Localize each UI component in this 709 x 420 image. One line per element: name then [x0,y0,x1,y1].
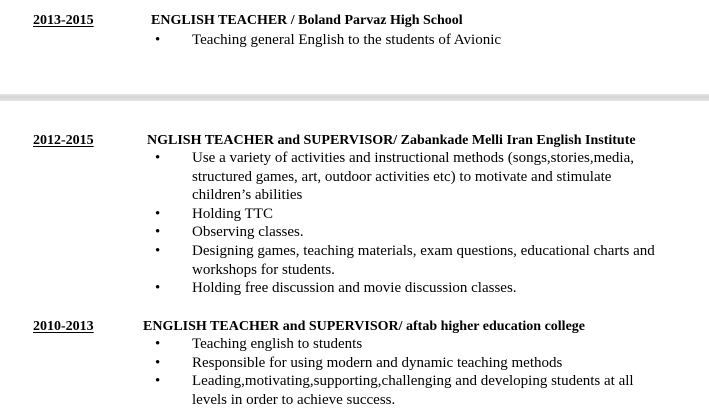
section-title: ENGLISH TEACHER / Boland Parvaz High School [151,13,463,28]
bullet-text: Leading,motivating,supporting,challenging and developing students at all levels in order to achieve success. [192,373,634,408]
bullet-text: Designing games, teaching materials, exam questions, educational charts and workshops for students. [192,242,655,278]
bullet-icon: • [155,354,161,371]
section-title: ENGLISH TEACHER and SUPERVISOR/ aftab higher education college [143,319,585,334]
bullet-item [0,354,662,373]
bullet-item [0,242,662,279]
bullet-item [0,205,662,224]
bullet-list [0,31,662,50]
bullet-list [0,149,662,298]
bullet-item [0,31,662,50]
bullet-icon: • [155,336,161,352]
bullet-icon: • [155,280,161,297]
bullet-icon: • [155,150,161,166]
bullet-item [0,372,662,409]
section-date: 2012-2015 [33,133,94,148]
bullet-icon: • [155,205,161,222]
bullet-item [0,279,662,298]
section-divider [0,94,709,101]
bullet-text: Holding TTC [192,205,273,222]
bullet-text: Teaching english to students [192,336,363,352]
bullet-item [0,335,662,354]
bullet-text: Responsible for using modern and dynamic teaching methods [192,354,563,371]
bullet-icon: • [155,373,161,390]
bullet-text: Use a variety of activities and instructional methods (songs,stories,media, structured games, art, outdoor activities etc) to motivate and stimulate children’s abilities [192,150,634,204]
bullet-text: Holding free discussion and movie discussion classes. [192,280,517,297]
cropped-line-fragment [200,0,460,2]
section-title: NGLISH TEACHER and SUPERVISOR/ Zabankade Melli Iran English Institute [147,133,636,148]
bullet-list [0,335,662,409]
bullet-item [0,149,662,205]
bullet-text: Observing classes. [192,224,304,241]
bullet-text: Teaching general English to the students of Avionic [192,32,502,48]
bullet-item [0,223,662,242]
bullet-icon: • [155,32,161,48]
bullet-icon: • [155,242,161,259]
bullet-icon: • [155,224,161,241]
section-date: 2010-2013 [33,319,94,334]
section-date: 2013-2015 [33,13,94,28]
